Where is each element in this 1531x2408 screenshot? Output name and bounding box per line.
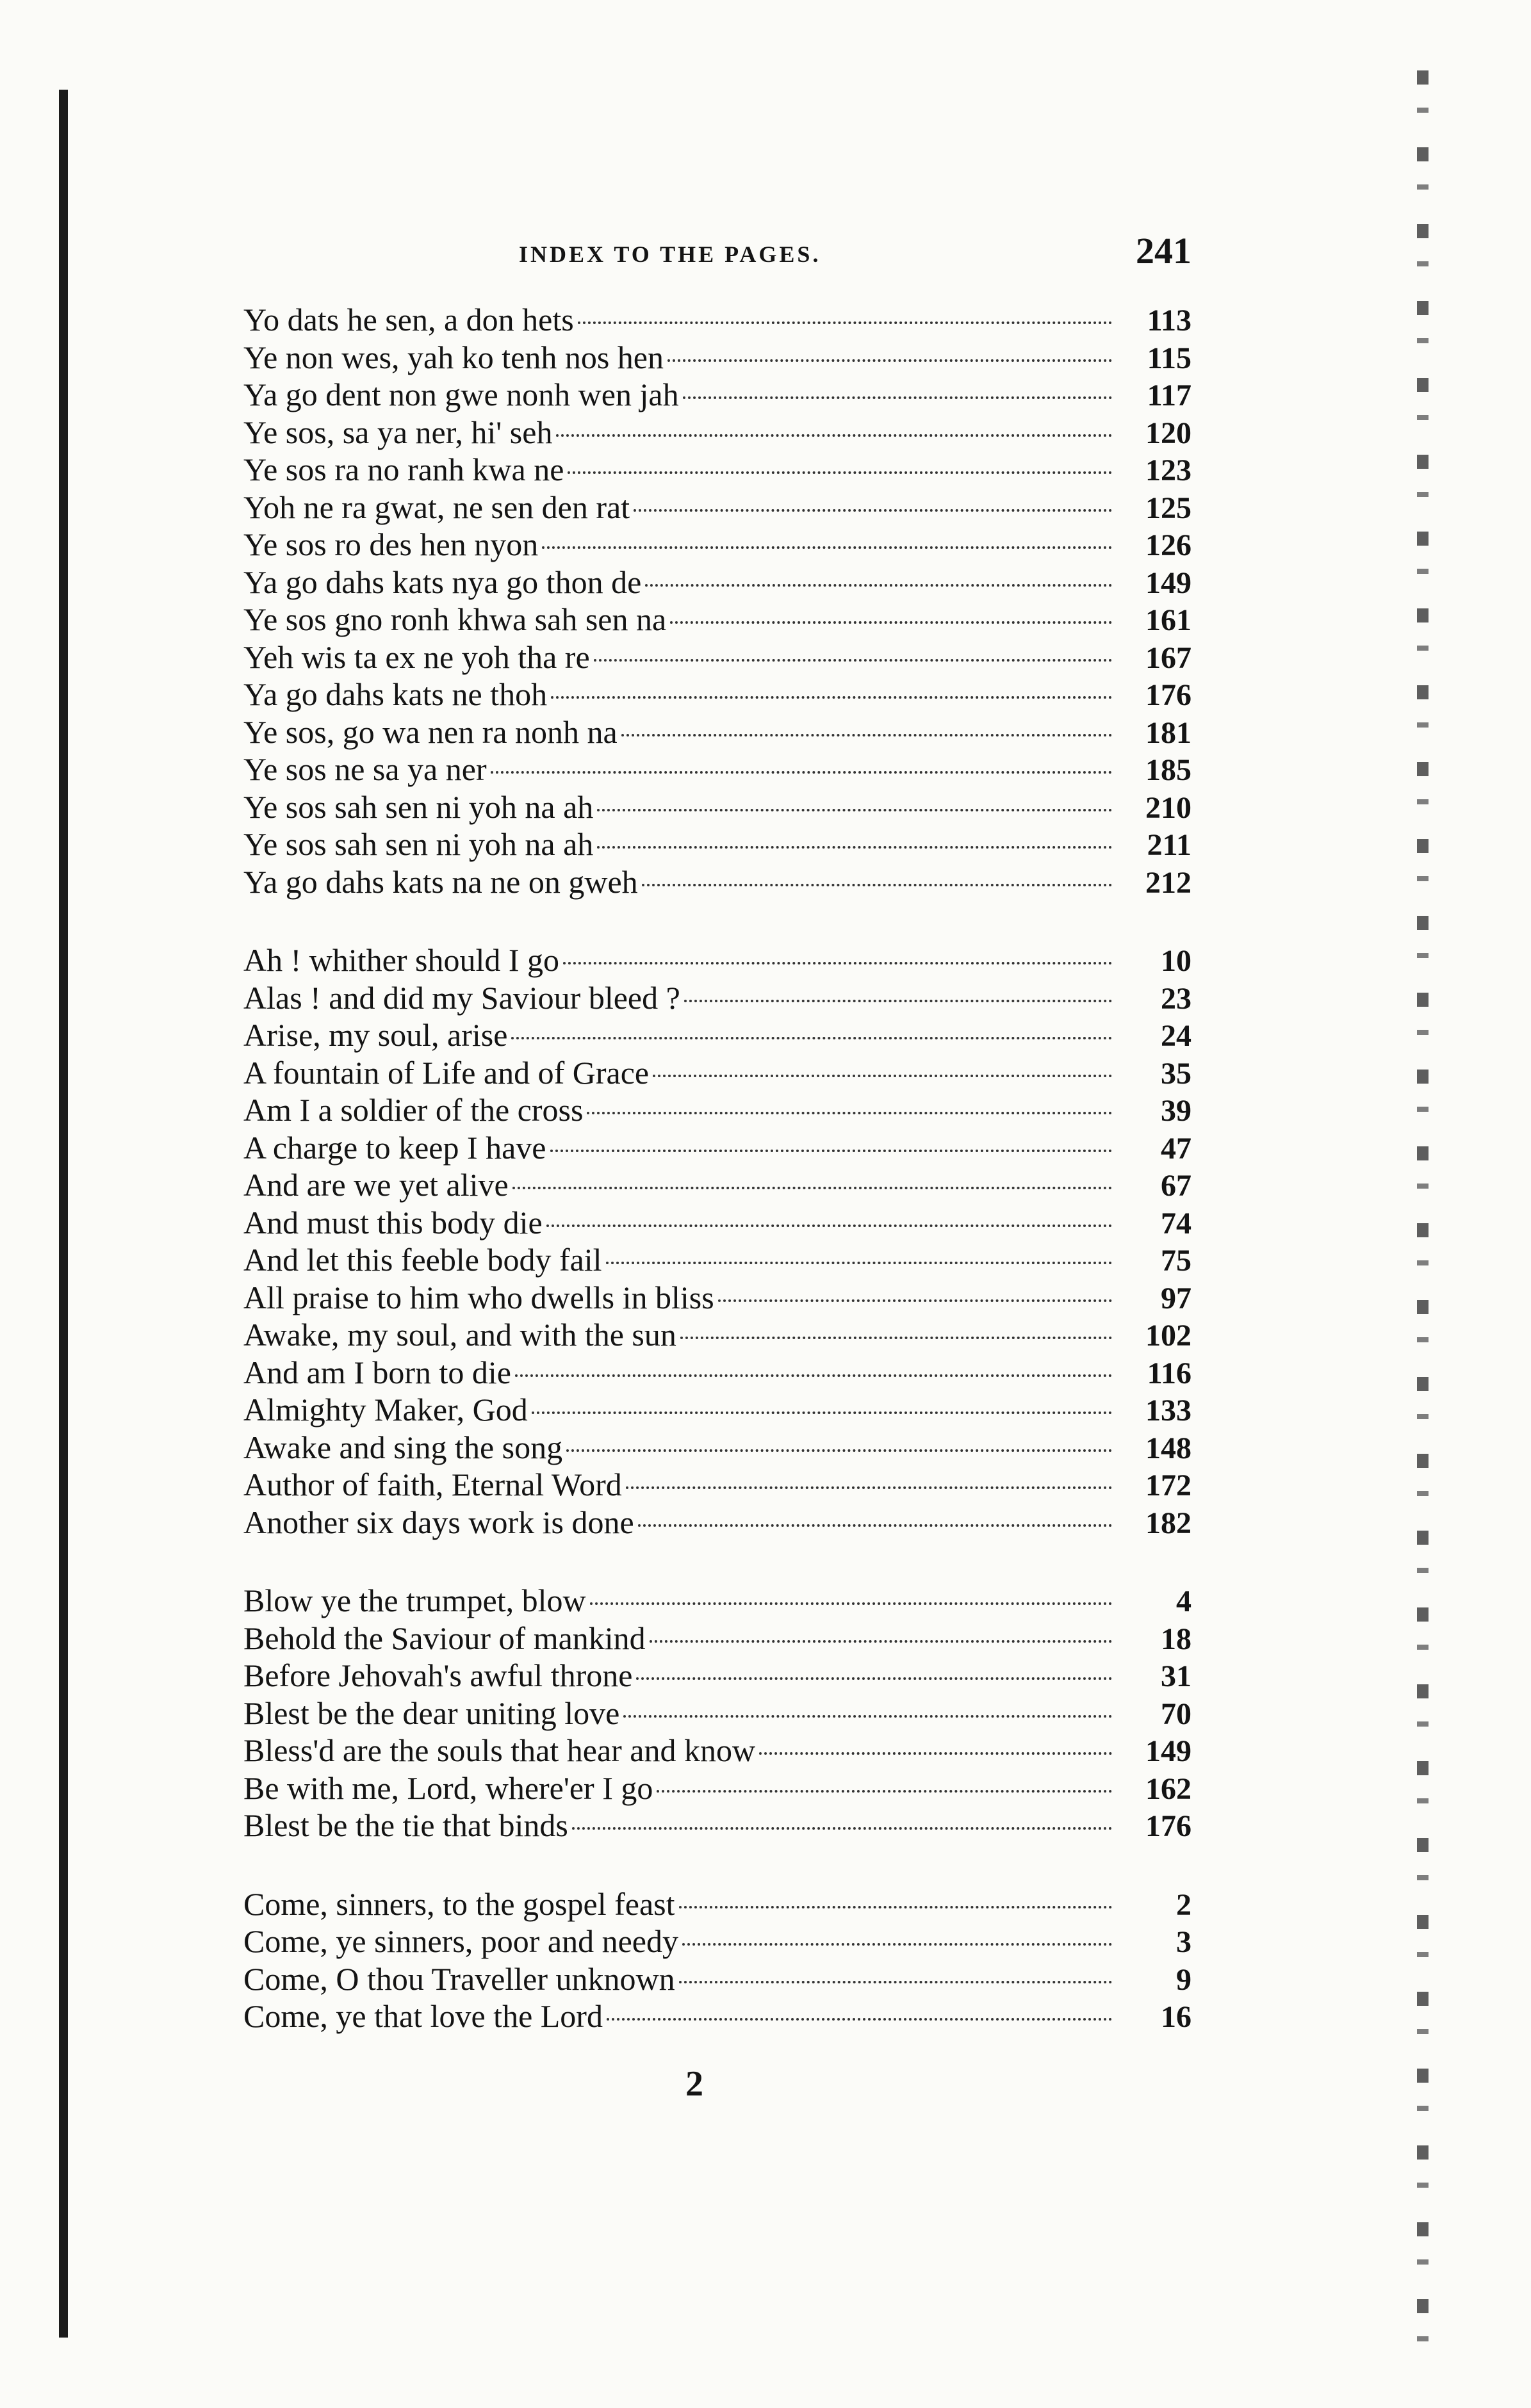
hymn-title: Be with me, Lord, where'er I go (243, 1769, 653, 1806)
dot-leader (683, 396, 1112, 399)
index-entry (243, 1391, 1191, 1429)
hymn-title: Come, ye sinners, poor and needy (243, 1923, 679, 1959)
hymn-title: Ye sos ro des hen nyon (243, 526, 539, 562)
index-entry (243, 639, 1191, 676)
hymn-title: Am I a soldier of the cross (243, 1092, 584, 1128)
hymn-page-number: 24 (1161, 1019, 1191, 1053)
index-entry (243, 788, 1191, 826)
hymn-title: Blest be the dear uniting love (243, 1695, 620, 1731)
index-group (243, 941, 1191, 1541)
dot-leader (653, 1075, 1112, 1077)
index-entry (243, 1657, 1191, 1695)
hymn-title: Author of faith, Eternal Word (243, 1467, 622, 1502)
hymn-title: Blow ye the trumpet, blow (243, 1582, 586, 1618)
index-entry (243, 1429, 1191, 1467)
dot-leader (680, 1337, 1112, 1339)
dot-leader (684, 1000, 1112, 1002)
hymn-title: All praise to him who dwells in bliss (243, 1279, 714, 1315)
hymn-title: Awake and sing the song (243, 1429, 563, 1465)
hymn-page-number: 23 (1161, 981, 1191, 1016)
hymn-page-number: 133 (1145, 1394, 1191, 1428)
dot-leader (566, 1449, 1112, 1452)
hymn-title: Arise, my soul, arise (243, 1017, 508, 1053)
index-entry (243, 1204, 1191, 1242)
hymn-page-number: 211 (1147, 828, 1191, 862)
hymn-title: Another six days work is done (243, 1504, 634, 1540)
hymn-page-number: 70 (1161, 1696, 1191, 1731)
index-entry (243, 601, 1191, 639)
hymn-title: And are we yet alive (243, 1167, 509, 1203)
dot-leader (578, 321, 1112, 324)
hymn-title: Ye sos, sa ya ner, hi' seh (243, 414, 553, 450)
index-entry (243, 1354, 1191, 1392)
hymn-page-number: 125 (1145, 491, 1191, 525)
index-entry (243, 676, 1191, 713)
hymn-page-number: 115 (1147, 341, 1191, 375)
dot-leader (556, 434, 1112, 437)
hymn-page-number: 113 (1147, 304, 1191, 338)
signature-mark: 2 (685, 2064, 703, 2104)
dot-leader (667, 359, 1112, 362)
hymn-title: Ye sos gno ronh khwa sah sen na (243, 601, 667, 637)
index-entry (243, 1885, 1191, 1923)
hymn-page-number: 212 (1145, 865, 1191, 900)
dot-leader (636, 1677, 1112, 1680)
hymn-title: Yo dats he sen, a don hets (243, 302, 574, 338)
dot-leader (597, 846, 1112, 849)
hymn-page-number: 167 (1145, 640, 1191, 675)
hymn-title: Ya go dahs kats na ne on gweh (243, 863, 638, 900)
hymn-page-number: 176 (1145, 678, 1191, 712)
hymn-title: Ya go dahs kats ne thoh (243, 676, 548, 712)
hymn-title: Bless'd are the souls that hear and know (243, 1732, 756, 1768)
index-entry (243, 301, 1191, 339)
dot-leader (515, 1374, 1112, 1377)
page-number: 241 (1136, 230, 1191, 272)
dot-leader (511, 1037, 1112, 1039)
hymn-page-number: 75 (1161, 1244, 1191, 1278)
dot-leader (546, 1224, 1112, 1227)
hymn-title: Blest be the tie that binds (243, 1807, 568, 1843)
hymn-page-number: 31 (1161, 1659, 1191, 1693)
hymn-page-number: 18 (1161, 1622, 1191, 1656)
hymn-title: And am I born to die (243, 1354, 511, 1390)
index-group (243, 301, 1191, 900)
index-entry (243, 1960, 1191, 1998)
index-entry (243, 1091, 1191, 1129)
hymn-page-number: 16 (1161, 2000, 1191, 2034)
binding-edge (59, 90, 68, 2338)
dot-leader (638, 1524, 1112, 1527)
hymn-title: A fountain of Life and of Grace (243, 1054, 650, 1091)
dot-leader (657, 1790, 1112, 1793)
dot-leader (634, 509, 1112, 512)
dot-leader (491, 771, 1112, 774)
hymn-title: Ye non wes, yah ko tenh nos hen (243, 339, 664, 375)
hymn-page-number: 97 (1161, 1281, 1191, 1315)
index-entry (243, 826, 1191, 863)
index-entry (243, 1241, 1191, 1279)
dot-leader (597, 809, 1112, 811)
hymn-page-number: 182 (1145, 1506, 1191, 1540)
dot-leader (563, 962, 1112, 964)
hymn-title: Come, ye that love the Lord (243, 1998, 603, 2034)
index-entry (243, 526, 1191, 564)
hymn-page-number: 116 (1147, 1356, 1191, 1390)
hymn-page-number: 47 (1161, 1131, 1191, 1166)
hymn-page-number: 67 (1161, 1169, 1191, 1203)
hymn-page-number: 120 (1145, 416, 1191, 450)
index-entry (243, 1054, 1191, 1092)
index-entry (243, 1769, 1191, 1807)
hymn-page-number: 10 (1161, 944, 1191, 978)
hymn-title: Ah ! whither should I go (243, 942, 559, 978)
index-entry (243, 1504, 1191, 1542)
hymn-index (243, 301, 1191, 2076)
hymn-title: Ye sos, go wa nen ra nonh na (243, 713, 618, 750)
hymn-title: Before Jehovah's awful throne (243, 1657, 633, 1693)
dot-leader (759, 1752, 1112, 1755)
dot-leader (650, 1640, 1112, 1643)
index-entry (243, 414, 1191, 452)
dot-leader (587, 1112, 1112, 1114)
dot-leader (623, 1715, 1112, 1718)
index-entry (243, 1129, 1191, 1167)
hymn-page-number: 39 (1161, 1094, 1191, 1128)
hymn-page-number: 3 (1176, 1925, 1191, 1959)
hymn-title: Ya go dent non gwe nonh wen jah (243, 377, 679, 412)
dot-leader (679, 1906, 1113, 1908)
index-entry (243, 1620, 1191, 1657)
index-entry (243, 941, 1191, 979)
index-entry (243, 1923, 1191, 1960)
hymn-page-number: 210 (1145, 790, 1191, 825)
hymn-page-number: 9 (1176, 1962, 1191, 1997)
hymn-page-number: 162 (1145, 1771, 1191, 1806)
hymn-title: Ye sos ra no ranh kwa ne (243, 452, 564, 487)
hymn-title: Behold the Saviour of mankind (243, 1620, 646, 1656)
index-group (243, 1885, 1191, 2035)
index-group (243, 1582, 1191, 1844)
hymn-page-number: 172 (1145, 1468, 1191, 1502)
index-entry (243, 1279, 1191, 1317)
dot-leader (621, 734, 1112, 736)
page-title: INDEX TO THE PAGES. (519, 241, 821, 267)
index-entry (243, 1016, 1191, 1054)
page-edge (1417, 70, 1429, 2350)
hymn-title: And let this feeble body fail (243, 1242, 602, 1278)
dot-leader (642, 884, 1112, 886)
hymn-page-number: 181 (1145, 715, 1191, 750)
hymn-page-number: 2 (1176, 1887, 1191, 1922)
hymn-title: Yoh ne ra gwat, ne sen den rat (243, 489, 630, 525)
index-entry (243, 376, 1191, 414)
hymn-title: Awake, my soul, and with the sun (243, 1317, 676, 1353)
hymn-page-number: 35 (1161, 1056, 1191, 1091)
dot-leader (607, 2018, 1112, 2021)
hymn-title: Ye sos sah sen ni yoh na ah (243, 826, 594, 862)
hymn-page-number: 149 (1145, 565, 1191, 600)
dot-leader (679, 1981, 1112, 1983)
dot-leader (568, 471, 1112, 474)
hymn-page-number: 176 (1145, 1809, 1191, 1843)
index-entry (243, 489, 1191, 526)
hymn-page-number: 102 (1145, 1319, 1191, 1353)
index-entry (243, 1807, 1191, 1844)
hymn-page-number: 4 (1176, 1584, 1191, 1618)
dot-leader (645, 584, 1112, 587)
hymn-title: Come, sinners, to the gospel feast (243, 1885, 675, 1922)
hymn-page-number: 126 (1145, 528, 1191, 562)
dot-leader (718, 1299, 1112, 1302)
running-header (243, 229, 1191, 274)
dot-leader (670, 621, 1112, 624)
dot-leader (542, 546, 1112, 549)
index-entry (243, 1466, 1191, 1504)
index-entry (243, 1997, 1191, 2035)
hymn-title: Ye sos sah sen ni yoh na ah (243, 788, 594, 825)
dot-leader (550, 1150, 1113, 1152)
dot-leader (551, 696, 1112, 699)
index-entry (243, 451, 1191, 489)
hymn-page-number: 74 (1161, 1206, 1191, 1241)
hymn-title: Almighty Maker, God (243, 1392, 528, 1428)
hymn-page-number: 123 (1145, 453, 1191, 487)
index-entry (243, 751, 1191, 788)
hymn-page-number: 117 (1147, 378, 1191, 412)
index-entry (243, 979, 1191, 1017)
index-entry (243, 1582, 1191, 1620)
index-entry (243, 1166, 1191, 1204)
hymn-title: Come, O thou Traveller unknown (243, 1960, 675, 1997)
dot-leader (532, 1411, 1112, 1414)
dot-leader (594, 659, 1112, 662)
dot-leader (512, 1187, 1112, 1189)
index-entry (243, 1732, 1191, 1769)
hymn-title: Alas ! and did my Saviour bleed ? (243, 979, 680, 1016)
hymn-page-number: 185 (1145, 753, 1191, 787)
hymn-page-number: 149 (1145, 1734, 1191, 1768)
index-entry (243, 564, 1191, 601)
index-entry (243, 339, 1191, 377)
index-entry (243, 713, 1191, 751)
dot-leader (590, 1602, 1112, 1605)
hymn-title: A charge to keep I have (243, 1129, 546, 1166)
hymn-page-number: 148 (1145, 1431, 1191, 1465)
dot-leader (572, 1827, 1112, 1830)
dot-leader (682, 1943, 1112, 1946)
hymn-title: Ye sos ne sa ya ner (243, 751, 487, 787)
hymn-title: And must this body die (243, 1204, 543, 1241)
index-entry (243, 1695, 1191, 1732)
hymn-title: Ya go dahs kats nya go thon de (243, 564, 642, 600)
hymn-title: Yeh wis ta ex ne yoh tha re (243, 639, 590, 675)
index-entry (243, 1316, 1191, 1354)
index-entry (243, 863, 1191, 901)
dot-leader (606, 1262, 1112, 1264)
hymn-page-number: 161 (1145, 603, 1191, 637)
dot-leader (626, 1486, 1112, 1489)
